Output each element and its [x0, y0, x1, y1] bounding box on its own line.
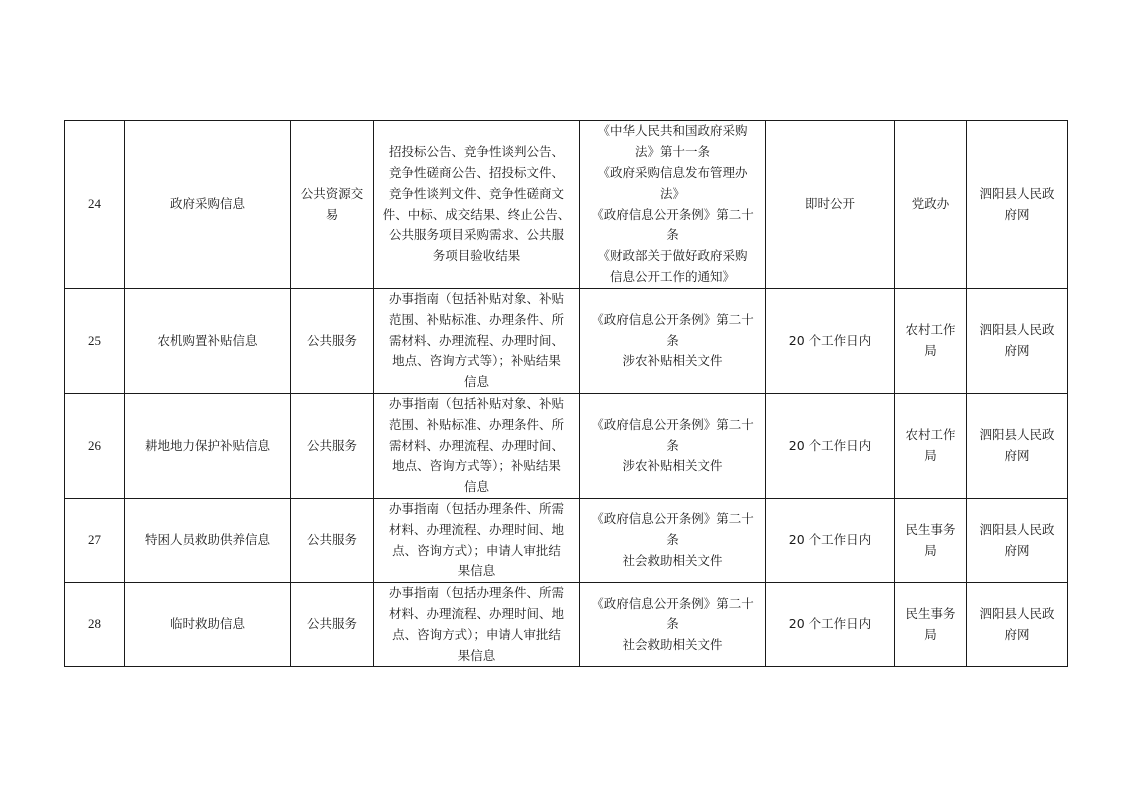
channel-line: 泗阳县人民政 — [979, 322, 1055, 338]
time-limit: 20 个工作日内 — [788, 437, 872, 453]
time-limit: 20 个工作日内 — [788, 532, 872, 548]
basis-cell — [580, 583, 766, 667]
item-name: 农机购置补贴信息 — [157, 332, 258, 348]
subject-line: 党政办 — [911, 196, 950, 212]
category-cell — [291, 289, 374, 394]
content-cell — [374, 498, 580, 582]
category-line: 公共服务 — [306, 616, 357, 632]
content-line: 办事指南（包括办理条件、所需 — [388, 585, 564, 601]
subject-line: 民生事务 — [905, 521, 956, 537]
category-line: 公共服务 — [306, 332, 357, 348]
time-limit-cell — [766, 121, 895, 289]
table-row — [65, 583, 1068, 667]
basis-line: 社会救助相关文件 — [622, 552, 723, 568]
basis-line: 条 — [666, 616, 679, 632]
subject-line: 局 — [924, 542, 937, 558]
row-number: 28 — [65, 583, 125, 667]
table-row — [65, 121, 1068, 289]
category-cell — [291, 121, 374, 289]
row-number: 25 — [65, 289, 125, 394]
channel-cell — [967, 583, 1068, 667]
content-line: 信息 — [463, 374, 489, 390]
time-limit: 20 个工作日内 — [788, 616, 872, 632]
subject-line: 农村工作 — [905, 322, 956, 338]
category-cell — [291, 498, 374, 582]
channel-cell — [967, 289, 1068, 394]
channel-line: 泗阳县人民政 — [979, 521, 1055, 537]
basis-line: 法》 — [659, 185, 685, 201]
basis-cell — [580, 289, 766, 394]
time-limit-cell — [766, 583, 895, 667]
content-line: 办事指南（包括补贴对象、补贴 — [388, 291, 564, 306]
subject-line: 局 — [924, 342, 937, 358]
basis-cell — [580, 393, 766, 498]
channel-cell — [967, 498, 1068, 582]
content-line: 材料、办理流程、办理时间、地 — [388, 605, 564, 621]
channel-line: 泗阳县人民政 — [979, 605, 1055, 621]
content-line: 需材料、办理流程、办理时间、 — [388, 437, 564, 453]
item-name: 政府采购信息 — [169, 196, 245, 212]
basis-line: 条 — [666, 437, 679, 453]
basis-line: 《财政部关于做好政府采购 — [597, 248, 748, 264]
channel-line: 泗阳县人民政 — [979, 185, 1055, 201]
channel-line: 泗阳县人民政 — [979, 427, 1055, 443]
basis-line: 信息公开工作的通知》 — [609, 268, 735, 284]
content-line: 地点、咨询方式等）；补贴结果 — [392, 458, 561, 474]
subject-cell — [895, 289, 967, 394]
item-name: 耕地地力保护补贴信息 — [144, 437, 270, 453]
channel-line: 府网 — [1004, 447, 1030, 463]
basis-line: 条 — [666, 332, 679, 348]
time-limit-cell — [766, 393, 895, 498]
basis-line: 涉农补贴相关文件 — [622, 458, 723, 474]
channel-line: 府网 — [1004, 542, 1030, 558]
table-row — [65, 289, 1068, 394]
basis-line: 《中华人民共和国政府采购 — [597, 123, 748, 139]
category-line: 易 — [325, 206, 339, 222]
content-line: 范围、补贴标准、办理条件、所 — [388, 416, 564, 432]
basis-line: 《政府信息公开条例》第二十 — [591, 311, 754, 327]
content-line: 务项目验收结果 — [432, 248, 521, 264]
basis-cell — [580, 121, 766, 289]
basis-cell — [580, 498, 766, 582]
row-number: 26 — [65, 393, 125, 498]
subject-cell — [895, 583, 967, 667]
category-line: 公共资源交 — [300, 185, 364, 201]
content-line: 果信息 — [457, 563, 496, 579]
category-cell — [291, 393, 374, 498]
basis-line: 社会救助相关文件 — [622, 637, 723, 653]
time-limit: 即时公开 — [804, 196, 855, 212]
category-line: 公共服务 — [306, 437, 357, 453]
basis-line: 《政府采购信息发布管理办 — [597, 164, 748, 180]
subject-line: 局 — [924, 447, 937, 463]
basis-line: 条 — [666, 227, 679, 243]
content-line: 办事指南（包括补贴对象、补贴 — [388, 395, 564, 411]
basis-line: 法》第十一条 — [634, 144, 710, 160]
subject-line: 民生事务 — [905, 605, 956, 621]
item-name: 临时救助信息 — [169, 616, 245, 632]
time-limit: 20 个工作日内 — [788, 332, 872, 348]
content-line: 公共服务项目采购需求、公共服 — [388, 227, 564, 243]
item-name: 特困人员救助供养信息 — [144, 532, 270, 548]
content-line: 件、中标、成交结果、终止公告、 — [382, 206, 571, 222]
basis-line: 《政府信息公开条例》第二十 — [591, 206, 754, 222]
row-number: 24 — [65, 121, 125, 289]
content-line: 需材料、办理流程、办理时间、 — [388, 332, 564, 348]
content-line: 地点、咨询方式等）；补贴结果 — [392, 353, 561, 369]
time-limit-cell — [766, 498, 895, 582]
category-cell — [291, 583, 374, 667]
basis-line: 《政府信息公开条例》第二十 — [591, 511, 754, 527]
content-line: 范围、补贴标准、办理条件、所 — [388, 311, 564, 327]
subject-line: 局 — [924, 626, 937, 642]
content-cell — [374, 393, 580, 498]
item-name-cell — [125, 498, 291, 582]
subject-cell — [895, 121, 967, 289]
content-cell — [374, 289, 580, 394]
channel-cell — [967, 121, 1068, 289]
subject-line: 农村工作 — [905, 427, 956, 443]
content-line: 材料、办理流程、办理时间、地 — [388, 521, 564, 537]
item-name-cell — [125, 583, 291, 667]
basis-line: 《政府信息公开条例》第二十 — [591, 595, 754, 611]
item-name-cell — [125, 289, 291, 394]
item-name-cell — [125, 393, 291, 498]
content-line: 点、咨询方式）；申请人审批结 — [392, 626, 561, 642]
content-line: 办事指南（包括办理条件、所需 — [388, 500, 564, 516]
channel-line: 府网 — [1004, 342, 1030, 358]
disclosure-table — [64, 120, 1068, 667]
content-cell — [374, 121, 580, 289]
channel-line: 府网 — [1004, 206, 1030, 222]
time-limit-cell — [766, 289, 895, 394]
channel-cell — [967, 393, 1068, 498]
content-line: 竞争性谈判文件、竞争性磋商文 — [388, 185, 564, 201]
table-row — [65, 498, 1068, 582]
subject-cell — [895, 393, 967, 498]
content-cell — [374, 583, 580, 667]
content-line: 竞争性磋商公告、招投标文件、 — [388, 164, 564, 180]
basis-line: 《政府信息公开条例》第二十 — [591, 416, 754, 432]
basis-line: 条 — [666, 532, 679, 548]
content-line: 点、咨询方式）；申请人审批结 — [392, 542, 561, 558]
content-line: 招投标公告、竞争性谈判公告、 — [388, 144, 564, 160]
item-name-cell — [125, 121, 291, 289]
row-number: 27 — [65, 498, 125, 582]
basis-line: 涉农补贴相关文件 — [622, 353, 723, 369]
table-row — [65, 393, 1068, 498]
subject-cell — [895, 498, 967, 582]
channel-line: 府网 — [1004, 626, 1030, 642]
category-line: 公共服务 — [306, 532, 357, 548]
content-line: 信息 — [463, 479, 489, 495]
content-line: 果信息 — [457, 647, 496, 663]
